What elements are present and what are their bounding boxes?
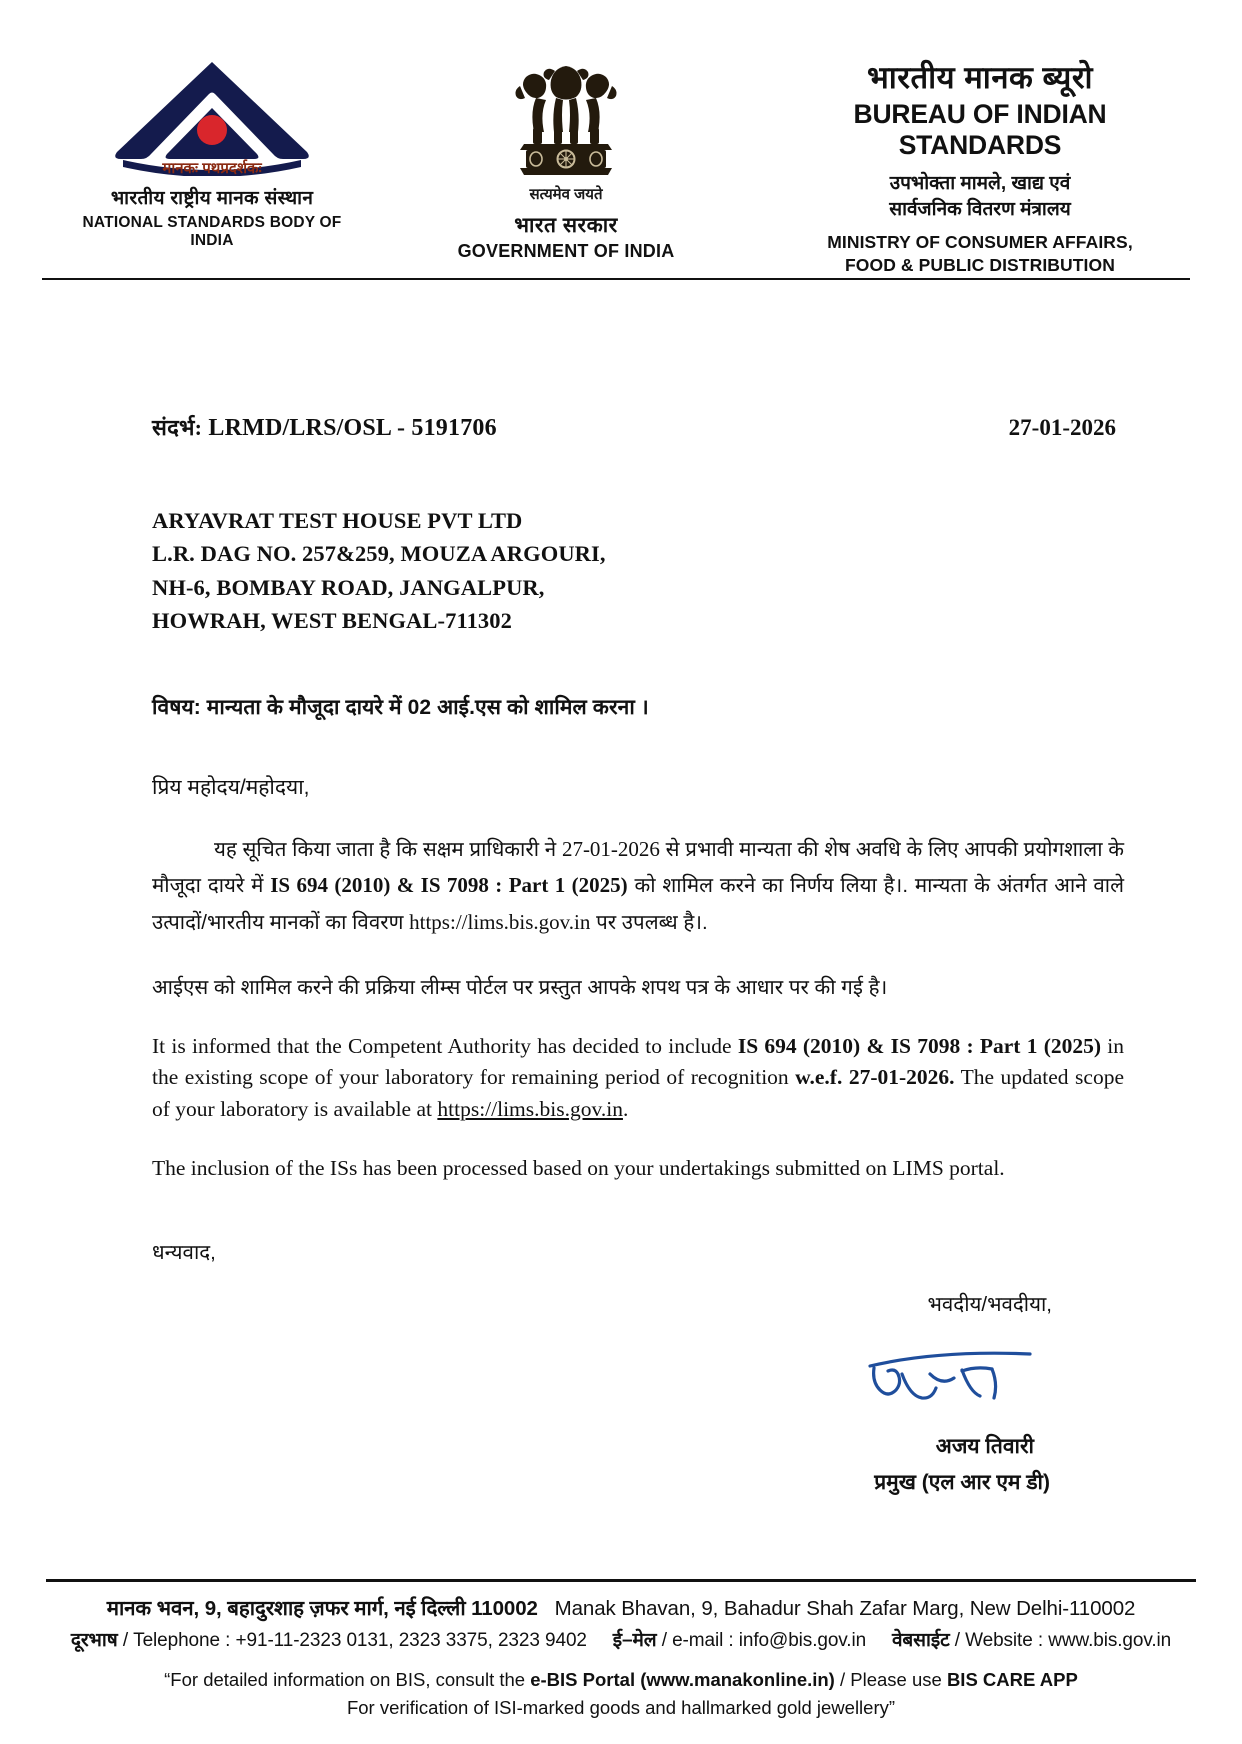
reference-row (152, 412, 1124, 442)
address-line: HOWRAH, WEST BENGAL-711302 (152, 607, 512, 633)
salutation: प्रिय महोदय/महोदया, (152, 776, 310, 800)
letter-footer (0, 1579, 1242, 1744)
footer-divider (46, 1579, 1196, 1582)
ministry-english-line2: FOOD & PUBLIC DISTRIBUTION (845, 255, 1115, 276)
hindi-paragraph-2: आईएस को शामिल करने की प्रक्रिया लीम्स पोर्टल पर प्रस्तुत आपके शपथ पत्र के आधार पर की गई है। (152, 975, 888, 999)
hindi-p1-date: 27-01-2026 (561, 837, 660, 862)
national-emblem-block (436, 42, 696, 262)
footer-contact (46, 1627, 1196, 1656)
hindi-p1-part3: को शामिल करने का निर्णय लिया है।. मान्यता के अंतर्गत आने वाले उत्पादों/भारतीय मानकों का विवरण (152, 874, 1124, 934)
sep-6: : (1037, 1630, 1049, 1651)
address-line: L.R. DAG NO. 257&259, MOUZA ARGOURI, (152, 541, 606, 567)
english-p1-part3: The updated scope of your laboratory is available at (152, 1065, 1124, 1121)
hindi-p1-part1: यह सूचित किया जाता है कि सक्षम प्राधिकारी ने (214, 838, 562, 862)
sep-4: : (728, 1630, 739, 1651)
ashoka-lion-capital-emblem-icon (506, 50, 626, 182)
ebis-portal-text[interactable]: e-BIS Portal (www.manakonline.in) (530, 1668, 835, 1690)
handwritten-signature-icon (858, 1344, 1038, 1430)
footer-note-line1 (46, 1666, 1196, 1694)
english-paragraph-2: The inclusion of the ISs has been processed based on your undertakings submitted on LIMS portal. (152, 1155, 1005, 1180)
thanks-text: धन्यवाद, (152, 1240, 216, 1264)
ministry-hindi-line2: सार्वजनिक वितरण मंत्रालय (889, 198, 1071, 220)
reference-number (152, 412, 497, 442)
sep-2: : (225, 1630, 236, 1651)
footer-address-hindi: मानक भवन, 9, बहादुरशाह ज़फर मार्ग, नई दिल्ली 110002 (106, 1597, 538, 1621)
email-label-hindi: ई–मेल (612, 1630, 657, 1651)
website-label-english: Website (965, 1630, 1033, 1651)
org-name-english: BUREAU OF INDIAN STANDARDS (853, 98, 1107, 161)
hindi-p1-part2: से प्रभावी मान्यता की शेष अवधि के लिए आपकी प्रयोगशाला के मौजूदा दायरे में (152, 838, 1124, 898)
bis-name-english: NATIONAL STANDARDS BODY OF INDIA (82, 214, 342, 249)
footer-note-line2: For verification of ISI-marked goods and hallmarked gold jewellery” (346, 1697, 896, 1719)
government-hindi: भारत सरकार (514, 214, 618, 237)
svg-text:मानकः पथप्रदर्शकः: मानकः पथप्रदर्शकः (162, 160, 262, 176)
hindi-paragraph-1 (152, 831, 1124, 940)
emblem-motto: सत्यमेव जयते (529, 186, 603, 203)
phone-label-english: Telephone (133, 1630, 220, 1651)
english-p1-part4: . (622, 1096, 629, 1121)
letterhead (0, 0, 1242, 276)
sep-5: / (954, 1630, 966, 1651)
phone-value: +91-11-2323 0131, 2323 3375, 2323 9402 (235, 1630, 587, 1651)
english-p1-part2: in the existing scope of your laboratory for remaining period of recognition (152, 1034, 1124, 1090)
bis-care-app-text: BIS CARE APP (946, 1668, 1078, 1690)
english-p1-wef: w.e.f. 27-01-2026. (795, 1065, 955, 1090)
sep-1: / (122, 1630, 134, 1651)
letter-date: 27-01-2026 (1008, 415, 1116, 440)
reference-value: LRMD/LRS/OSL - 5191706 (208, 415, 497, 441)
address-line: ARYAVRAT TEST HOUSE PVT LTD (152, 508, 523, 533)
reference-label: संदर्भ: (152, 415, 203, 440)
website-label-hindi: वेबसाईट (891, 1630, 950, 1651)
email-value[interactable]: info@bis.gov.in (738, 1630, 867, 1651)
signatory-name: अजय तिवारी (935, 1434, 1034, 1458)
header-divider (42, 278, 1190, 280)
sep-3: / (661, 1630, 673, 1651)
footer-address (46, 1594, 1196, 1625)
address-line: NH-6, BOMBAY ROAD, JANGALPUR, (152, 574, 545, 600)
ministry-english-line1: MINISTRY OF CONSUMER AFFAIRS, (827, 231, 1133, 252)
signatory-designation: प्रमुख (एल आर एम डी) (874, 1470, 1050, 1494)
footer-address-english: Manak Bhavan, 9, Bahadur Shah Zafar Marg, New Delhi-110002 (554, 1597, 1136, 1621)
english-p1-url[interactable]: https://lims.bis.gov.in (437, 1096, 623, 1121)
signature-block (152, 1290, 1124, 1496)
note1-mid: / Please use (834, 1668, 947, 1690)
phone-label-hindi: दूरभाष (70, 1630, 118, 1651)
bis-logo-block (62, 42, 362, 250)
note1-pre: “For detailed information on BIS, consult the (164, 1668, 531, 1690)
hindi-p1-url[interactable]: https://lims.bis.gov.in (409, 909, 591, 934)
english-paragraph-1 (152, 1031, 1124, 1125)
english-p1-standards: IS 694 (2010) & IS 7098 : Part 1 (2025) (737, 1034, 1102, 1059)
ministry-block (770, 42, 1190, 278)
email-label-english: e-mail (672, 1630, 724, 1651)
bis-name-hindi: भारतीय राष्ट्रीय मानक संस्थान (110, 188, 314, 209)
bis-triangle-logo-icon (107, 56, 317, 176)
website-value[interactable]: www.bis.gov.in (1048, 1630, 1172, 1651)
recipient-address (152, 504, 1124, 637)
government-english: GOVERNMENT OF INDIA (457, 241, 675, 261)
hindi-p1-standards: IS 694 (2010) & IS 7098 : Part 1 (2025) (270, 873, 628, 898)
yours-sincerely: भवदीय/भवदीया, (927, 1292, 1052, 1316)
org-name-hindi: भारतीय मानक ब्यूरो (866, 60, 1094, 95)
english-p1-part1: It is informed that the Competent Authority has decided to include (152, 1034, 738, 1059)
letter-body (0, 412, 1242, 1496)
ministry-hindi-line1: उपभोक्ता मामले, खाद्य एवं (889, 173, 1071, 195)
subject-line: विषय: मान्यता के मौजूदा दायरे में 02 आई.एस को शामिल करना । (152, 696, 649, 720)
hindi-p1-part4: पर उपलब्ध है।. (590, 910, 708, 934)
